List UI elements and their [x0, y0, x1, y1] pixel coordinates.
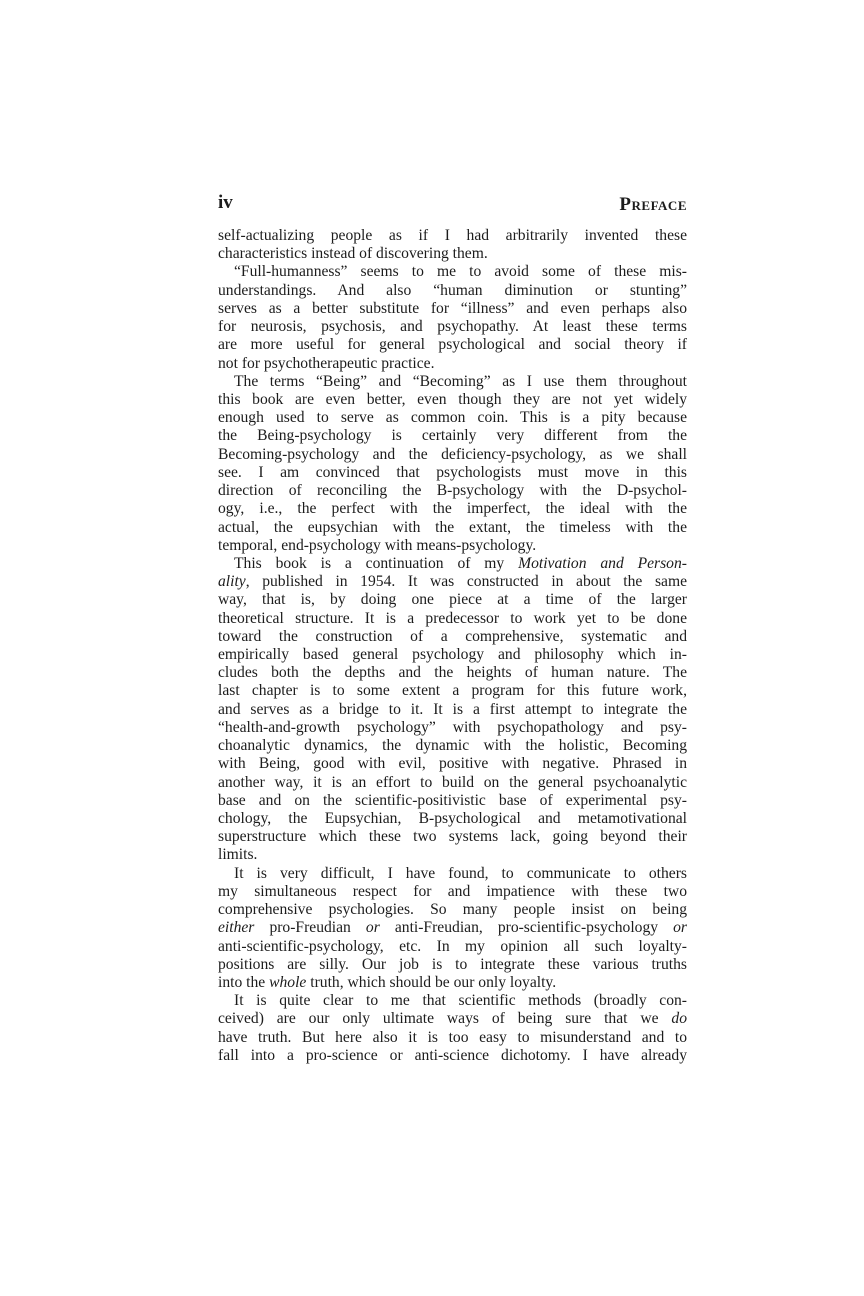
- text-line: [218, 227, 687, 245]
- text-run: and serves as a bridge to it. It is a first attempt to integrate the: [218, 700, 687, 718]
- italic-text: ality: [218, 573, 246, 591]
- text-line: [218, 355, 687, 373]
- page-header: [218, 190, 687, 218]
- text-run: Becoming-psychology and the deficiency-psychology, as we shall: [218, 445, 687, 463]
- text-line: [218, 573, 687, 591]
- italic-text: whole: [269, 973, 307, 991]
- text-line: [218, 810, 687, 828]
- text-line: [218, 282, 687, 300]
- book-page: [218, 190, 687, 1064]
- text-run: The terms “Being” and “Becoming” as I use them throughout: [234, 372, 687, 390]
- text-line: [218, 992, 687, 1010]
- text-line: [218, 336, 687, 354]
- text-line: [218, 901, 687, 919]
- text-run: chology, the Eupsychian, B-psychological and metamotivational: [218, 810, 687, 827]
- text-run: “health-and-growth psychology” with psychopathology and psy-: [218, 718, 687, 736]
- text-run: enough used to serve as common coin. This is a pity because: [218, 409, 687, 427]
- text-line: [218, 774, 687, 792]
- text-run: base and on the scientific-positivistic base of experimental psy-: [218, 791, 687, 809]
- text-line: [218, 427, 687, 445]
- italic-text: do: [671, 1010, 687, 1028]
- text-line: [218, 682, 687, 700]
- text-line: [218, 591, 687, 609]
- italic-text: Motivation and Person-: [518, 554, 687, 572]
- text-line: [218, 919, 687, 937]
- text-run: anti-scientific-psychology, etc. In my opinion all such loyalty-: [218, 937, 687, 955]
- text-run: the Being-psychology is certainly very different from the: [218, 427, 687, 445]
- text-run: It is very difficult, I have found, to communicate to others: [234, 864, 687, 882]
- text-run: are more useful for general psychological and social theory if: [218, 336, 687, 354]
- text-run: direction of reconciling the B-psychology with the D-psychol-: [218, 482, 687, 500]
- text-run: self-actualizing people as if I had arbitrarily invented these: [218, 227, 687, 244]
- text-line: [218, 446, 687, 464]
- text-line: [218, 1029, 687, 1047]
- text-line: [218, 719, 687, 737]
- text-run: last chapter is to some extent a program for this future work,: [218, 682, 687, 700]
- text-run: understandings. And also “human diminution or stunting”: [218, 281, 687, 299]
- text-line: [218, 300, 687, 318]
- text-line: [218, 664, 687, 682]
- page-number: iv: [218, 192, 233, 213]
- text-line: [218, 610, 687, 628]
- text-line: [218, 628, 687, 646]
- text-line: [218, 519, 687, 537]
- text-run: serves as a better substitute for “illness” and even perhaps also: [218, 299, 687, 317]
- text-run: comprehensive psychologies. So many people insist on being: [218, 901, 687, 919]
- text-line: [218, 883, 687, 901]
- text-line: [218, 263, 687, 281]
- text-line: [218, 828, 687, 846]
- text-line: [218, 318, 687, 336]
- text-run: ogy, i.e., the perfect with the imperfect, the ideal with the: [218, 500, 687, 518]
- text-run: choanalytic dynamics, the dynamic with the holistic, Becoming: [218, 737, 687, 755]
- text-line: [218, 956, 687, 974]
- text-line: [218, 373, 687, 391]
- text-run: for neurosis, psychosis, and psychopathy. At least these terms: [218, 318, 687, 336]
- text-run: ceived) are our only ultimate ways of being sure that we: [218, 1010, 672, 1028]
- text-line: [218, 846, 687, 864]
- text-run: actual, the eupsychian with the extant, the timeless with the: [218, 518, 687, 536]
- text-run: It is quite clear to me that scientific methods (broadly con-: [234, 992, 687, 1010]
- italic-text: or: [365, 919, 380, 937]
- running-head: Preface: [619, 194, 687, 215]
- text-line: [218, 792, 687, 810]
- text-run: , published in 1954. It was constructed in about the same: [245, 573, 687, 591]
- text-line: [218, 737, 687, 755]
- text-line: [218, 701, 687, 719]
- text-line: [218, 464, 687, 482]
- text-line: [218, 500, 687, 518]
- text-run: characteristics instead of discovering them.: [218, 245, 488, 263]
- text-line: [218, 755, 687, 773]
- text-run: have truth. But here also it is too easy to misunderstand and to: [218, 1028, 687, 1046]
- text-run: not for psychotherapeutic practice.: [218, 354, 435, 372]
- text-run: pro-Freudian: [254, 919, 366, 937]
- text-run: temporal, end-psychology with means-psychology.: [218, 536, 537, 554]
- text-run: anti-Freudian, pro-scientific-psychology: [379, 919, 674, 937]
- text-line: [218, 1010, 687, 1028]
- body-text: [218, 227, 687, 1065]
- text-run: see. I am convinced that psychologists must move in this: [218, 463, 687, 481]
- text-run: cludes both the depths and the heights of human nature. The: [218, 664, 687, 682]
- text-run: this book are even better, even though they are not yet widely: [218, 390, 687, 408]
- text-run: This book is a continuation of my: [234, 554, 519, 572]
- text-line: [218, 1047, 687, 1065]
- text-run: empirically based general psychology and philosophy which in-: [218, 646, 687, 664]
- text-run: another way, it is an effort to build on the general psychoanalytic: [218, 773, 687, 791]
- italic-text: or: [673, 919, 687, 937]
- text-run: limits.: [218, 846, 258, 864]
- text-line: [218, 537, 687, 555]
- text-line: [218, 482, 687, 500]
- text-line: [218, 245, 687, 263]
- text-run: theoretical structure. It is a predecessor to work yet to be done: [218, 609, 687, 627]
- text-run: my simultaneous respect for and impatience with these two: [218, 882, 687, 900]
- text-run: way, that is, by doing one piece at a time of the larger: [218, 591, 687, 609]
- text-line: [218, 865, 687, 883]
- italic-text: either: [218, 919, 255, 937]
- text-run: “Full-humanness” seems to me to avoid some of these mis-: [234, 263, 687, 281]
- text-run: toward the construction of a comprehensive, systematic and: [218, 627, 687, 645]
- text-run: with Being, good with evil, positive with negative. Phrased in: [218, 755, 687, 773]
- text-run: superstructure which these two systems lack, going beyond their: [218, 828, 687, 846]
- text-run: into the: [218, 973, 270, 991]
- text-line: [218, 974, 687, 992]
- text-line: [218, 391, 687, 409]
- text-line: [218, 938, 687, 956]
- text-run: positions are silly. Our job is to integrate these various truths: [218, 955, 687, 973]
- text-line: [218, 555, 687, 573]
- text-run: truth, which should be our only loyalty.: [306, 973, 557, 991]
- text-line: [218, 409, 687, 427]
- text-run: fall into a pro-science or anti-science dichotomy. I have already: [218, 1046, 687, 1064]
- text-line: [218, 646, 687, 664]
